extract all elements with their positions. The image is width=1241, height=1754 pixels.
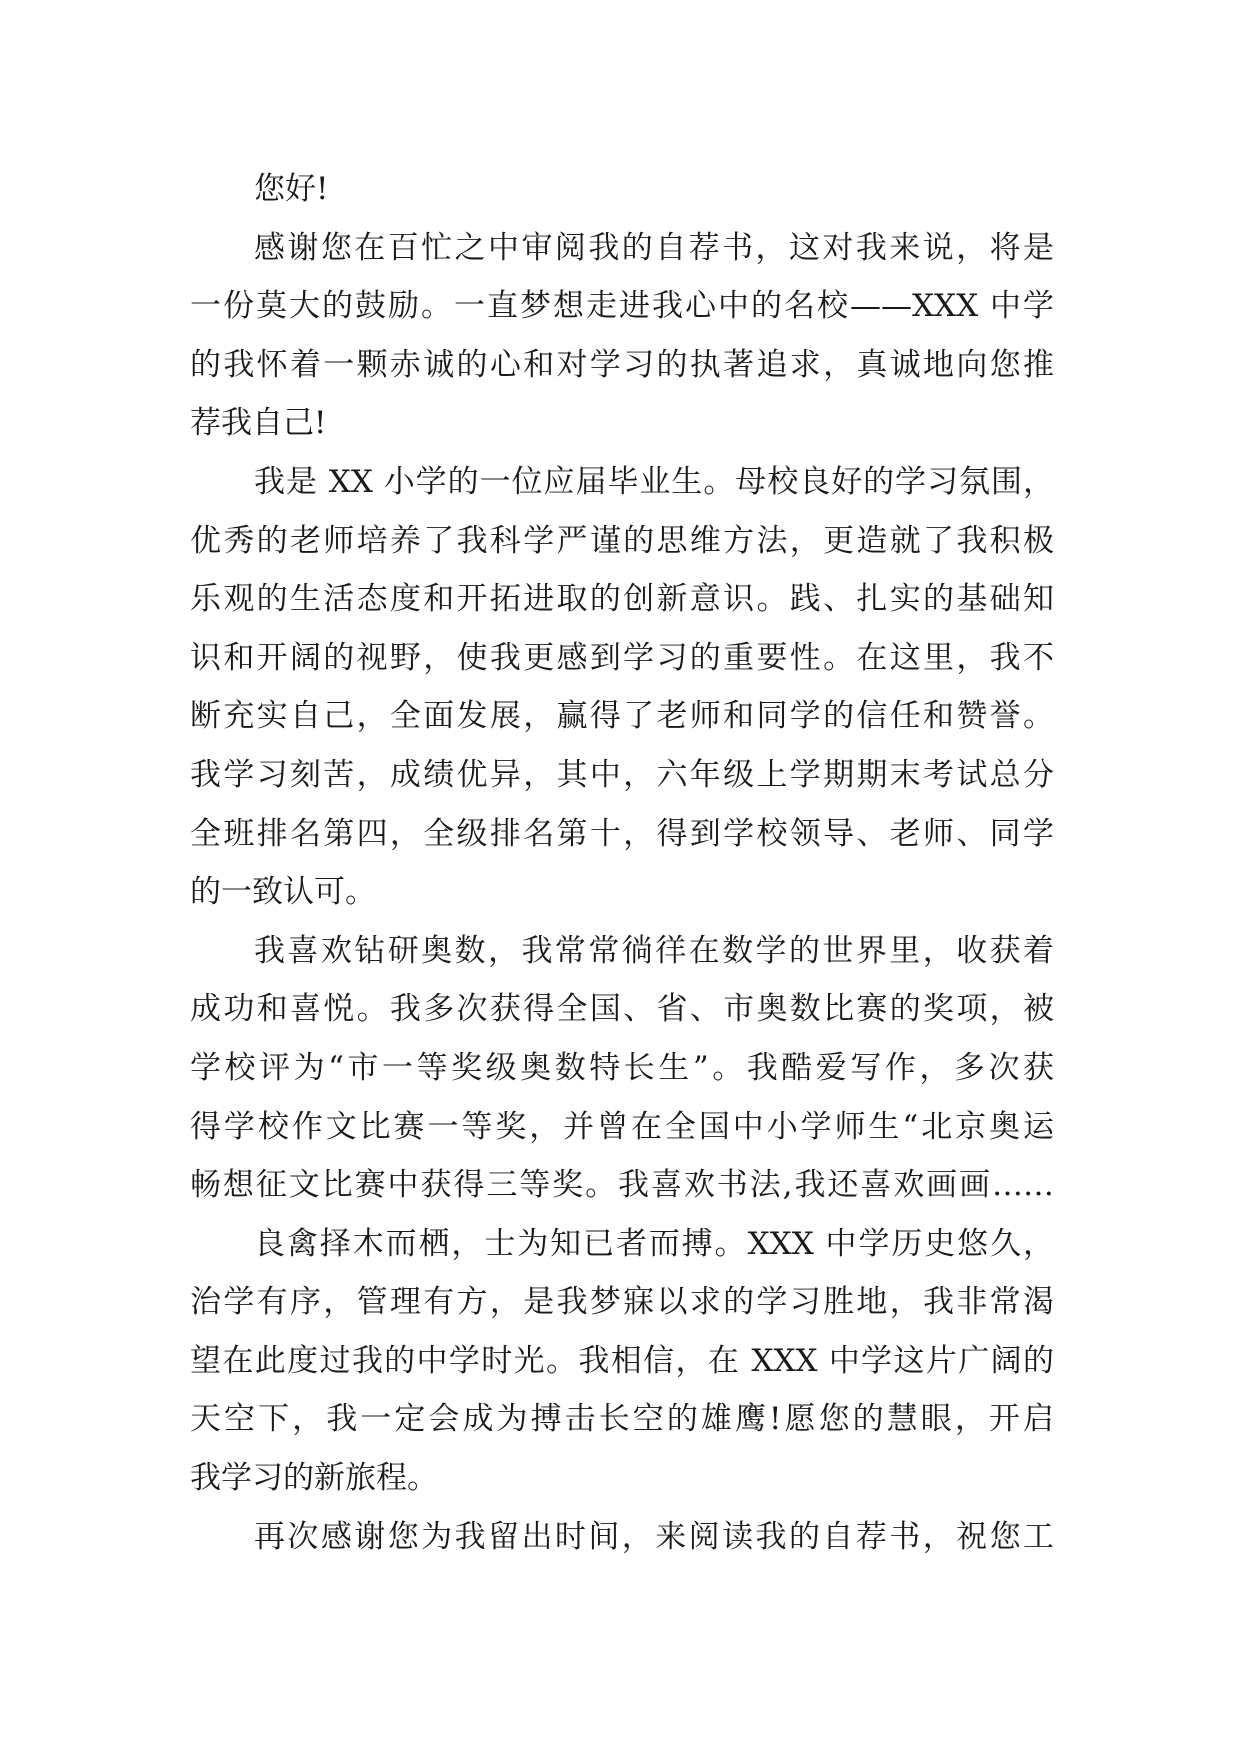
paragraph-line: 识和开阔的视野，使我更感到学习的重要性。在这里，我不 — [190, 639, 1054, 676]
paragraph-line: 我学习的新旅程。 — [190, 1460, 438, 1497]
paragraph-line: 良禽择木而栖，士为知已者而搏。XXX 中学历史悠久， — [254, 1225, 1054, 1262]
paragraph-line: 我是 XX 小学的一位应届毕业生。母校良好的学习氛围， — [254, 463, 1054, 500]
paragraph-line: 全班排名第四，全级排名第十，得到学校领导、老师、同学 — [190, 815, 1054, 852]
paragraph-5 — [190, 1508, 1054, 1567]
paragraph-line: 荐我自己! — [190, 405, 327, 442]
paragraph-line: 我学习刻苦，成绩优异，其中，六年级上学期期末考试总分 — [190, 756, 1054, 793]
letter-body — [190, 160, 1054, 1566]
paragraph-line: 再次感谢您为我留出时间，来阅读我的自荐书，祝您工 — [254, 1518, 1054, 1555]
paragraph-line: 畅想征文比赛中获得三等奖。我喜欢书法,我还喜欢画画…… — [190, 1167, 1054, 1204]
paragraph-3 — [190, 922, 1054, 1215]
paragraph-line: 断充实自己，全面发展，赢得了老师和同学的信任和赞誉。 — [190, 698, 1054, 735]
paragraph-line: 的我怀着一颗赤诚的心和对学习的执著追求，真诚地向您推 — [190, 346, 1054, 383]
paragraph-line: 我喜欢钻研奥数，我常常徜徉在数学的世界里，收获着 — [254, 932, 1054, 969]
paragraph-4 — [190, 1215, 1054, 1508]
paragraph-line: 优秀的老师培养了我科学严谨的思维方法，更造就了我积极 — [190, 522, 1054, 559]
paragraph-line: 一份莫大的鼓励。一直梦想走进我心中的名校——XXX 中学 — [190, 288, 1054, 325]
paragraph-line: 的一致认可。 — [190, 874, 376, 911]
greeting: 您好! — [254, 171, 329, 207]
paragraph-line: 成功和喜悦。我多次获得全国、省、市奥数比赛的奖项，被 — [190, 991, 1054, 1028]
paragraph-line: 望在此度过我的中学时光。我相信，在 XXX 中学这片广阔的 — [190, 1342, 1054, 1379]
paragraph-line: 得学校作文比赛一等奖，并曾在全国中小学师生“北京奥运 — [190, 1108, 1054, 1145]
paragraph-line: 学校评为“市一等奖级奥数特长生”。我酷爱写作，多次获 — [190, 1049, 1054, 1086]
paragraph-line: 感谢您在百忙之中审阅我的自荐书，这对我来说，将是 — [254, 229, 1054, 266]
paragraph-2 — [190, 453, 1054, 922]
paragraph-line: 天空下，我一定会成为搏击长空的雄鹰!愿您的慧眼，开启 — [190, 1401, 1054, 1438]
paragraph-line: 乐观的生活态度和开拓进取的创新意识。践、扎实的基础知 — [190, 581, 1054, 618]
paragraph-line: 治学有序，管理有方，是我梦寐以求的学习胜地，我非常渴 — [190, 1284, 1054, 1321]
paragraph-1 — [190, 219, 1054, 453]
